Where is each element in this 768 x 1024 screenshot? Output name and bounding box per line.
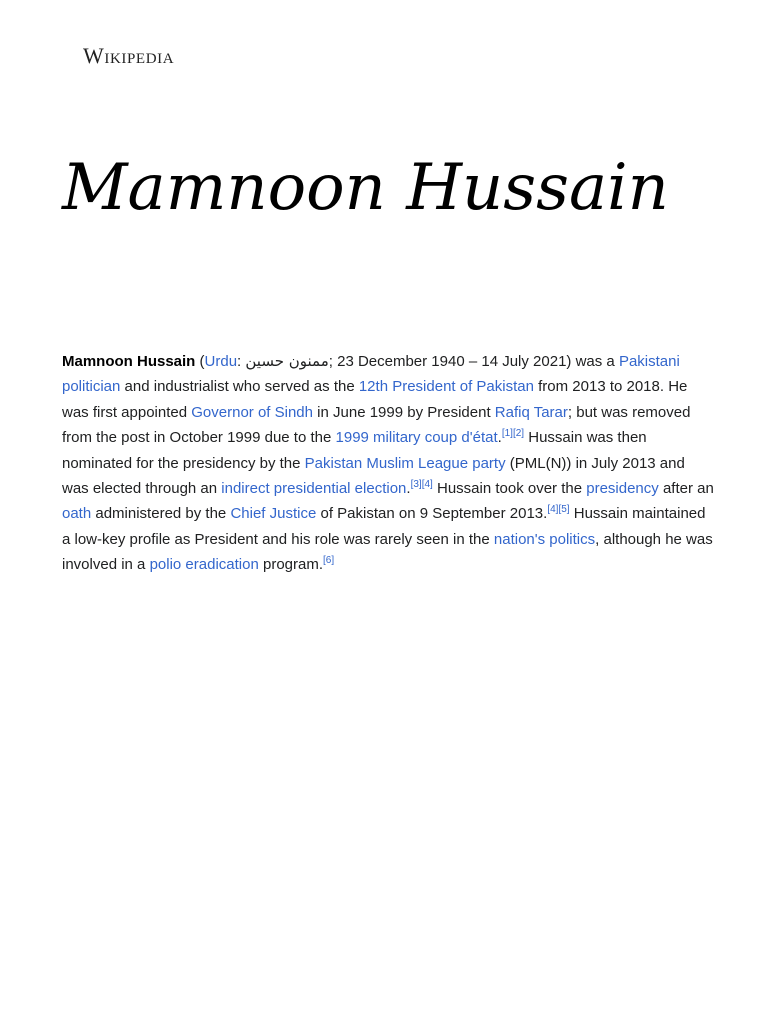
- reference-link-6[interactable]: [6]: [323, 555, 335, 567]
- link-presidency[interactable]: presidency: [586, 480, 659, 498]
- reference-link-4[interactable]: [4]: [547, 504, 559, 516]
- lead-text: Hussain maintained a low-key profile as President and his role was rarely seen in the: [62, 505, 706, 548]
- lead-text: (PML(N)) in July 2013 and was elected through an: [62, 454, 685, 498]
- link-governor-of-sindh[interactable]: Governor of Sindh: [191, 403, 313, 421]
- lead-text: (: [195, 353, 205, 370]
- reference-marker: [323, 555, 334, 566]
- reference-marker: [411, 479, 433, 490]
- link-12th-president[interactable]: 12th President of Pakistan: [358, 378, 534, 396]
- lead-text: ; 23 December 1940 – 14 July 2021) was a: [328, 353, 619, 370]
- reference-marker: [547, 504, 569, 515]
- link-nations-politics[interactable]: nation's politics: [493, 530, 596, 548]
- wikipedia-wordmark[interactable]: Wikipedia: [83, 43, 175, 68]
- link-pakistani-politician[interactable]: Pakistani politician: [62, 353, 680, 396]
- reference-link-5[interactable]: [5]: [558, 504, 570, 516]
- urdu-name: ممنون حسین: [245, 352, 329, 370]
- reference-marker: [502, 428, 524, 439]
- lead-text: from 2013 to 2018. He was first appointed: [62, 378, 688, 421]
- page-title: Mamnoon Hussain: [62, 151, 669, 225]
- lead-text: of Pakistan on 9 September 2013.: [316, 505, 548, 523]
- link-military-coup[interactable]: 1999 military coup d'état: [335, 429, 498, 447]
- link-indirect-presidential-election[interactable]: indirect presidential election: [221, 480, 407, 498]
- link-urdu[interactable]: Urdu: [204, 353, 238, 370]
- reference-link-4[interactable]: [4]: [421, 479, 433, 491]
- lead-text: Hussain was then nominated for the presidency by the: [62, 429, 647, 472]
- reference-link-1[interactable]: [1]: [501, 428, 513, 440]
- lead-text: administered by the: [91, 505, 231, 523]
- reference-link-3[interactable]: [3]: [410, 479, 422, 491]
- lead-text: after an: [658, 480, 714, 498]
- lead-text: in June 1999 by President: [313, 403, 495, 421]
- lead-text: ; but was removed from the post in October 1999 due to the: [62, 403, 691, 447]
- link-chief-justice[interactable]: Chief Justice: [230, 505, 317, 523]
- lead-text: .: [497, 429, 502, 447]
- lead-text: Hussain took over the: [432, 480, 587, 498]
- lead-text: .: [406, 480, 411, 498]
- article-subject: Mamnoon Hussain: [62, 353, 196, 370]
- lead-text: and industrialist who served as the: [120, 378, 359, 396]
- link-pakistan-muslim-league[interactable]: Pakistan Muslim League party: [304, 454, 506, 472]
- link-rafiq-tarar[interactable]: Rafiq Tarar: [494, 403, 568, 421]
- lead-text: :: [237, 353, 246, 370]
- link-oath[interactable]: oath: [62, 505, 92, 523]
- article-lead-paragraph: [62, 349, 714, 578]
- link-polio-eradication[interactable]: polio eradication: [149, 556, 259, 574]
- lead-text: , although he was involved in a: [62, 530, 713, 574]
- lead-text: program.: [258, 556, 324, 574]
- reference-link-2[interactable]: [2]: [512, 428, 525, 440]
